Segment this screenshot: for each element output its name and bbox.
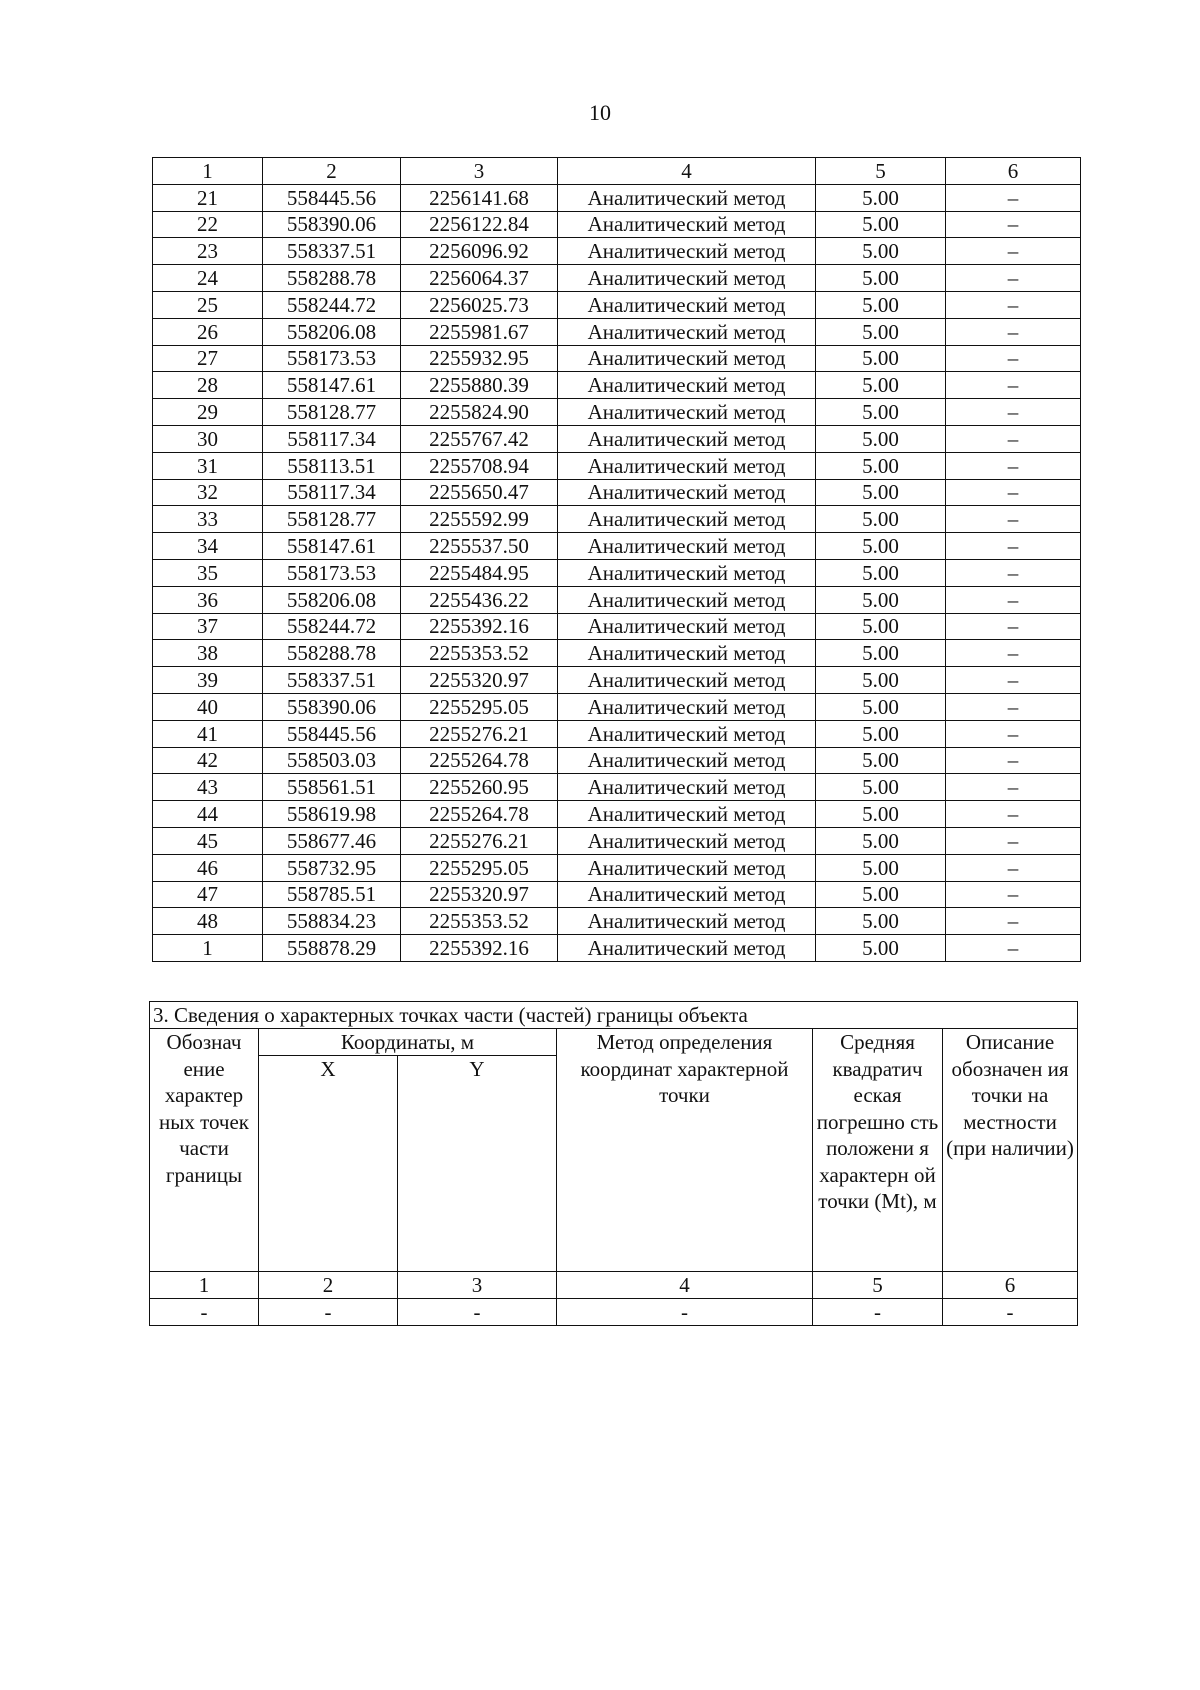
table-row (153, 559, 1081, 586)
header-row (150, 1029, 1078, 1056)
column-number: 3 (398, 1272, 557, 1299)
table-row (153, 908, 1081, 935)
empty-cell: - (557, 1299, 813, 1326)
error-cell: 5.00 (816, 827, 946, 854)
error-cell: 5.00 (816, 774, 946, 801)
description-cell: – (946, 774, 1081, 801)
column-number: 3 (401, 158, 558, 185)
error-cell: 5.00 (816, 854, 946, 881)
x-coordinate-cell: 558834.23 (263, 908, 401, 935)
method-cell: Аналитический метод (558, 586, 816, 613)
table-row (153, 774, 1081, 801)
description-cell: – (946, 291, 1081, 318)
error-cell: 5.00 (816, 291, 946, 318)
x-coordinate-cell: 558785.51 (263, 881, 401, 908)
column-number: 4 (558, 158, 816, 185)
x-coordinate-cell: 558337.51 (263, 667, 401, 694)
y-coordinate-cell: 2255320.97 (401, 881, 558, 908)
empty-cell: - (398, 1299, 557, 1326)
point-description-header: Описание обозначен ия точки на местности (при наличии) (943, 1029, 1078, 1272)
point-number-cell: 43 (153, 774, 263, 801)
error-cell: 5.00 (816, 613, 946, 640)
coordinates-header: Координаты, м (259, 1029, 557, 1056)
y-coordinate-cell: 2255767.42 (401, 425, 558, 452)
page-number: 10 (589, 100, 611, 125)
method-cell: Аналитический метод (558, 613, 816, 640)
table-row (153, 854, 1081, 881)
x-coordinate-cell: 558288.78 (263, 640, 401, 667)
table-row (153, 345, 1081, 372)
error-cell: 5.00 (816, 425, 946, 452)
y-coordinate-cell: 2255484.95 (401, 559, 558, 586)
y-coordinate-cell: 2255392.16 (401, 935, 558, 962)
description-cell: – (946, 693, 1081, 720)
y-coordinate-cell: 2255392.16 (401, 613, 558, 640)
error-cell: 5.00 (816, 318, 946, 345)
error-cell: 5.00 (816, 238, 946, 265)
point-number-cell: 27 (153, 345, 263, 372)
point-number-cell: 40 (153, 693, 263, 720)
error-cell: 5.00 (816, 693, 946, 720)
description-cell: – (946, 613, 1081, 640)
error-cell: 5.00 (816, 667, 946, 694)
table-row (153, 640, 1081, 667)
error-cell: 5.00 (816, 372, 946, 399)
table-row (153, 184, 1081, 211)
method-header: Метод определения координат характерной точки (557, 1029, 813, 1272)
error-cell: 5.00 (816, 586, 946, 613)
description-cell: – (946, 238, 1081, 265)
method-cell: Аналитический метод (558, 747, 816, 774)
method-cell: Аналитический метод (558, 827, 816, 854)
point-number-cell: 22 (153, 211, 263, 238)
description-cell: – (946, 399, 1081, 426)
y-coordinate-cell: 2255537.50 (401, 533, 558, 560)
x-coordinate-cell: 558206.08 (263, 586, 401, 613)
error-cell: 5.00 (816, 747, 946, 774)
x-coordinate-cell: 558619.98 (263, 801, 401, 828)
x-coordinate-cell: 558244.72 (263, 613, 401, 640)
method-cell: Аналитический метод (558, 640, 816, 667)
y-coordinate-cell: 2255276.21 (401, 827, 558, 854)
y-coordinate-cell: 2255436.22 (401, 586, 558, 613)
y-coordinate-cell: 2255264.78 (401, 747, 558, 774)
x-coordinate-cell: 558117.34 (263, 479, 401, 506)
description-cell: – (946, 265, 1081, 292)
table-row (153, 238, 1081, 265)
empty-cell: - (943, 1299, 1078, 1326)
column-number: 6 (943, 1272, 1078, 1299)
x-coordinate-cell: 558390.06 (263, 211, 401, 238)
y-coordinate-cell: 2255708.94 (401, 452, 558, 479)
section-title: 3. Сведения о характерных точках части (частей) границы объекта (150, 1002, 1078, 1029)
method-cell: Аналитический метод (558, 238, 816, 265)
x-coordinate-cell: 558128.77 (263, 506, 401, 533)
method-cell: Аналитический метод (558, 265, 816, 292)
method-cell: Аналитический метод (558, 935, 816, 962)
column-numbers-row (150, 1272, 1078, 1299)
y-coordinate-cell: 2255264.78 (401, 801, 558, 828)
method-cell: Аналитический метод (558, 372, 816, 399)
x-coordinate-cell: 558732.95 (263, 854, 401, 881)
column-number: 6 (946, 158, 1081, 185)
table-row (153, 291, 1081, 318)
y-coordinate-cell: 2256122.84 (401, 211, 558, 238)
x-header: X (259, 1056, 398, 1272)
part-boundary-table (149, 1001, 1078, 1326)
table-row (153, 935, 1081, 962)
method-cell: Аналитический метод (558, 318, 816, 345)
coordinates-table-body (153, 158, 1081, 962)
error-cell: 5.00 (816, 345, 946, 372)
description-cell: – (946, 479, 1081, 506)
section-title-row (150, 1002, 1078, 1029)
point-number-cell: 41 (153, 720, 263, 747)
x-coordinate-cell: 558147.61 (263, 372, 401, 399)
x-coordinate-cell: 558113.51 (263, 452, 401, 479)
error-cell: 5.00 (816, 265, 946, 292)
point-designation-header: Обознач ение характер ных точек части границы (150, 1029, 259, 1272)
point-number-cell: 42 (153, 747, 263, 774)
table-row (153, 720, 1081, 747)
method-cell: Аналитический метод (558, 667, 816, 694)
y-coordinate-cell: 2256141.68 (401, 184, 558, 211)
column-number: 2 (259, 1272, 398, 1299)
x-coordinate-cell: 558128.77 (263, 399, 401, 426)
error-cell: 5.00 (816, 559, 946, 586)
empty-cell: - (813, 1299, 943, 1326)
y-coordinate-cell: 2255295.05 (401, 854, 558, 881)
method-cell: Аналитический метод (558, 774, 816, 801)
column-numbers-row (153, 158, 1081, 185)
description-cell: – (946, 854, 1081, 881)
description-cell: – (946, 881, 1081, 908)
description-cell: – (946, 184, 1081, 211)
table-row (153, 425, 1081, 452)
error-cell: 5.00 (816, 908, 946, 935)
error-cell: 5.00 (816, 935, 946, 962)
mean-square-error-header: Средняя квадратич еская погрешно сть положени я характерн ой точки (Mt), м (813, 1029, 943, 1272)
coordinates-table (152, 157, 1081, 962)
description-cell: – (946, 506, 1081, 533)
point-number-cell: 44 (153, 801, 263, 828)
x-coordinate-cell: 558878.29 (263, 935, 401, 962)
column-number: 5 (813, 1272, 943, 1299)
y-coordinate-cell: 2255650.47 (401, 479, 558, 506)
description-cell: – (946, 318, 1081, 345)
y-coordinate-cell: 2255824.90 (401, 399, 558, 426)
description-cell: – (946, 211, 1081, 238)
error-cell: 5.00 (816, 184, 946, 211)
method-cell: Аналитический метод (558, 801, 816, 828)
column-number: 1 (150, 1272, 259, 1299)
method-cell: Аналитический метод (558, 908, 816, 935)
y-coordinate-cell: 2256064.37 (401, 265, 558, 292)
y-coordinate-cell: 2256096.92 (401, 238, 558, 265)
y-coordinate-cell: 2255981.67 (401, 318, 558, 345)
method-cell: Аналитический метод (558, 399, 816, 426)
table-row (153, 667, 1081, 694)
method-cell: Аналитический метод (558, 291, 816, 318)
point-number-cell: 34 (153, 533, 263, 560)
error-cell: 5.00 (816, 452, 946, 479)
y-coordinate-cell: 2255320.97 (401, 667, 558, 694)
point-number-cell: 33 (153, 506, 263, 533)
point-number-cell: 29 (153, 399, 263, 426)
table-row (153, 265, 1081, 292)
point-number-cell: 24 (153, 265, 263, 292)
table-row (153, 318, 1081, 345)
error-cell: 5.00 (816, 533, 946, 560)
table-row (153, 613, 1081, 640)
x-coordinate-cell: 558173.53 (263, 345, 401, 372)
description-cell: – (946, 345, 1081, 372)
point-number-cell: 32 (153, 479, 263, 506)
column-number: 2 (263, 158, 401, 185)
column-number: 5 (816, 158, 946, 185)
table-row (153, 747, 1081, 774)
method-cell: Аналитический метод (558, 452, 816, 479)
table-row (153, 827, 1081, 854)
x-coordinate-cell: 558173.53 (263, 559, 401, 586)
point-number-cell: 1 (153, 935, 263, 962)
description-cell: – (946, 425, 1081, 452)
table-row (153, 211, 1081, 238)
point-number-cell: 31 (153, 452, 263, 479)
description-cell: – (946, 747, 1081, 774)
method-cell: Аналитический метод (558, 211, 816, 238)
method-cell: Аналитический метод (558, 720, 816, 747)
point-number-cell: 37 (153, 613, 263, 640)
table-row (153, 881, 1081, 908)
point-number-cell: 48 (153, 908, 263, 935)
description-cell: – (946, 667, 1081, 694)
description-cell: – (946, 801, 1081, 828)
y-coordinate-cell: 2255353.52 (401, 908, 558, 935)
table-row (153, 693, 1081, 720)
error-cell: 5.00 (816, 720, 946, 747)
x-coordinate-cell: 558445.56 (263, 184, 401, 211)
error-cell: 5.00 (816, 881, 946, 908)
y-coordinate-cell: 2255932.95 (401, 345, 558, 372)
column-number: 4 (557, 1272, 813, 1299)
point-number-cell: 30 (153, 425, 263, 452)
x-coordinate-cell: 558390.06 (263, 693, 401, 720)
error-cell: 5.00 (816, 211, 946, 238)
method-cell: Аналитический метод (558, 425, 816, 452)
y-coordinate-cell: 2255880.39 (401, 372, 558, 399)
table-row (153, 533, 1081, 560)
point-number-cell: 35 (153, 559, 263, 586)
point-number-cell: 36 (153, 586, 263, 613)
description-cell: – (946, 559, 1081, 586)
method-cell: Аналитический метод (558, 184, 816, 211)
point-number-cell: 21 (153, 184, 263, 211)
method-cell: Аналитический метод (558, 881, 816, 908)
table-row (153, 479, 1081, 506)
table-row (153, 399, 1081, 426)
description-cell: – (946, 720, 1081, 747)
table-row (153, 452, 1081, 479)
error-cell: 5.00 (816, 506, 946, 533)
x-coordinate-cell: 558244.72 (263, 291, 401, 318)
x-coordinate-cell: 558288.78 (263, 265, 401, 292)
error-cell: 5.00 (816, 479, 946, 506)
y-header: Y (398, 1056, 557, 1272)
description-cell: – (946, 372, 1081, 399)
point-number-cell: 46 (153, 854, 263, 881)
method-cell: Аналитический метод (558, 854, 816, 881)
method-cell: Аналитический метод (558, 345, 816, 372)
point-number-cell: 45 (153, 827, 263, 854)
point-number-cell: 38 (153, 640, 263, 667)
description-cell: – (946, 935, 1081, 962)
x-coordinate-cell: 558561.51 (263, 774, 401, 801)
description-cell: – (946, 586, 1081, 613)
point-number-cell: 47 (153, 881, 263, 908)
description-cell: – (946, 452, 1081, 479)
description-cell: – (946, 908, 1081, 935)
x-coordinate-cell: 558206.08 (263, 318, 401, 345)
y-coordinate-cell: 2255592.99 (401, 506, 558, 533)
x-coordinate-cell: 558503.03 (263, 747, 401, 774)
method-cell: Аналитический метод (558, 533, 816, 560)
empty-data-row (150, 1299, 1078, 1326)
empty-cell: - (150, 1299, 259, 1326)
x-coordinate-cell: 558117.34 (263, 425, 401, 452)
description-cell: – (946, 827, 1081, 854)
point-number-cell: 25 (153, 291, 263, 318)
point-number-cell: 28 (153, 372, 263, 399)
table-row (153, 372, 1081, 399)
error-cell: 5.00 (816, 640, 946, 667)
method-cell: Аналитический метод (558, 506, 816, 533)
empty-cell: - (259, 1299, 398, 1326)
description-cell: – (946, 533, 1081, 560)
table-row (153, 801, 1081, 828)
x-coordinate-cell: 558147.61 (263, 533, 401, 560)
y-coordinate-cell: 2255276.21 (401, 720, 558, 747)
point-number-cell: 26 (153, 318, 263, 345)
point-number-cell: 23 (153, 238, 263, 265)
y-coordinate-cell: 2255353.52 (401, 640, 558, 667)
x-coordinate-cell: 558337.51 (263, 238, 401, 265)
table-row (153, 586, 1081, 613)
y-coordinate-cell: 2255260.95 (401, 774, 558, 801)
description-cell: – (946, 640, 1081, 667)
x-coordinate-cell: 558445.56 (263, 720, 401, 747)
table-row (153, 506, 1081, 533)
method-cell: Аналитический метод (558, 559, 816, 586)
method-cell: Аналитический метод (558, 479, 816, 506)
method-cell: Аналитический метод (558, 693, 816, 720)
y-coordinate-cell: 2255295.05 (401, 693, 558, 720)
point-number-cell: 39 (153, 667, 263, 694)
x-coordinate-cell: 558677.46 (263, 827, 401, 854)
y-coordinate-cell: 2256025.73 (401, 291, 558, 318)
column-number: 1 (153, 158, 263, 185)
error-cell: 5.00 (816, 399, 946, 426)
error-cell: 5.00 (816, 801, 946, 828)
